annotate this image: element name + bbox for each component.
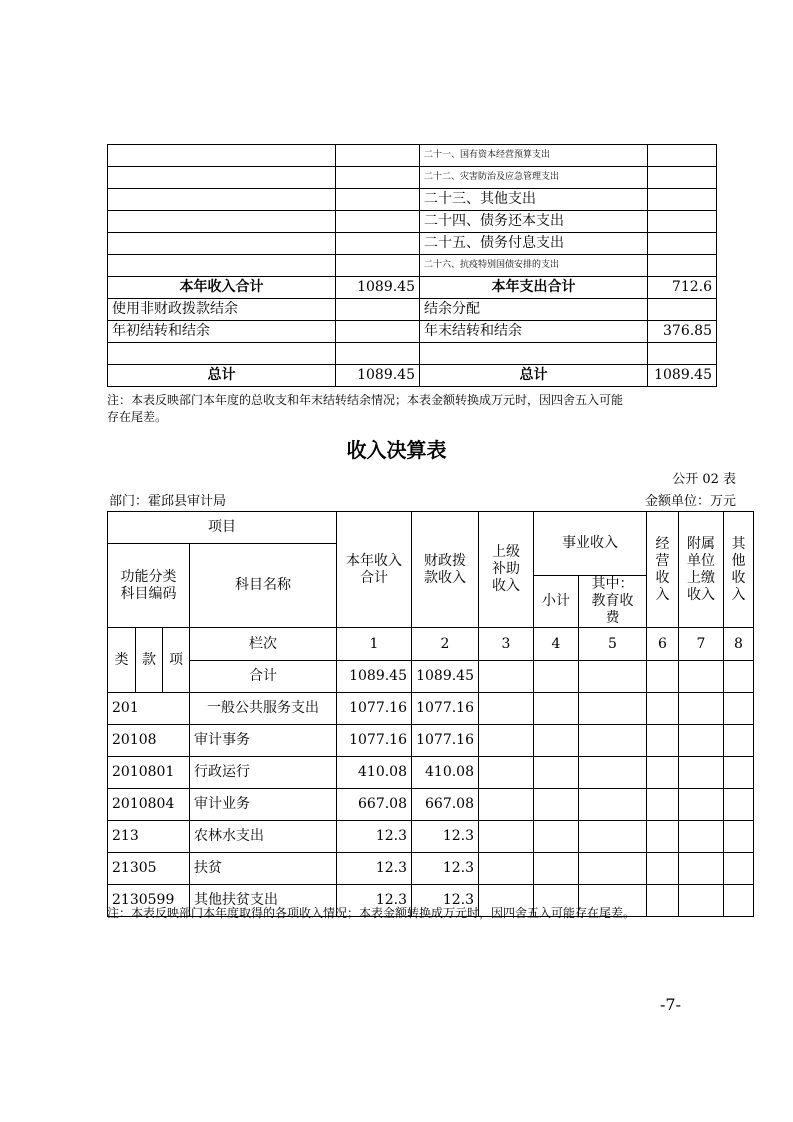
page-number: -7- xyxy=(660,995,681,1014)
row-right-value xyxy=(648,211,717,233)
row-subject-name: 扶贫 xyxy=(190,853,337,885)
header-affiliated: 附属单位上缴收入 xyxy=(679,512,724,628)
summary-note-line1: 注：本表反映部门本年度的总收支和年末结转结余情况；本表金额转换成万元时，因四舍五入可能 xyxy=(107,393,624,407)
empty-cell xyxy=(647,821,679,853)
row-fiscal: 1077.16 xyxy=(412,725,479,757)
empty-cell xyxy=(579,725,647,757)
empty-cell xyxy=(648,299,717,321)
table-row xyxy=(108,299,717,321)
header-xiang: 项 xyxy=(163,628,190,693)
row-subject-name: 审计业务 xyxy=(190,789,337,821)
row-right-label: 二十五、债务付息支出 xyxy=(420,233,648,255)
row-right-label: 二十六、抗疫特别国债安排的支出 xyxy=(420,255,648,277)
row-code: 2010801 xyxy=(108,757,190,789)
row-left-value xyxy=(336,167,420,189)
header-other: 其他收入 xyxy=(724,512,754,628)
empty-cell xyxy=(579,821,647,853)
row-fiscal: 1077.16 xyxy=(412,693,479,725)
row-left-label xyxy=(108,145,336,167)
table-row xyxy=(108,167,717,189)
empty-cell xyxy=(534,821,579,853)
header-sum-fiscal: 1089.45 xyxy=(412,661,479,693)
empty-cell xyxy=(420,343,648,365)
header-func-code: 功能分类科目编码 xyxy=(108,544,190,628)
col-num-3: 3 xyxy=(479,628,534,661)
empty-cell xyxy=(724,821,754,853)
empty-cell xyxy=(336,299,420,321)
row-left-label xyxy=(108,189,336,211)
row-left-label xyxy=(108,233,336,255)
table-row xyxy=(108,789,754,821)
empty-cell xyxy=(679,853,724,885)
grand-total-right-label: 总计 xyxy=(420,365,648,387)
row-total: 12.3 xyxy=(337,853,412,885)
empty-cell xyxy=(579,693,647,725)
header-sum-total: 1089.45 xyxy=(337,661,412,693)
row-subject-name: 审计事务 xyxy=(190,725,337,757)
row-right-value xyxy=(648,145,717,167)
table-row xyxy=(108,853,754,885)
empty-cell xyxy=(579,757,647,789)
row-left-value xyxy=(336,233,420,255)
row-right-label: 二十一、国有资本经营预算支出 xyxy=(420,145,648,167)
row-right-label: 二十二、灾害防治及应急管理支出 xyxy=(420,167,648,189)
grand-total-label: 总计 xyxy=(108,365,336,387)
empty-cell xyxy=(648,343,717,365)
empty-cell xyxy=(108,343,336,365)
row-total: 12.3 xyxy=(337,885,412,917)
summary-note-line2: 存在尾差。 xyxy=(107,410,168,424)
row-fiscal: 12.3 xyxy=(412,853,479,885)
empty-cell xyxy=(534,693,579,725)
row-left-label xyxy=(108,211,336,233)
row-code: 2010804 xyxy=(108,789,190,821)
row-right-value xyxy=(648,189,717,211)
empty-cell xyxy=(647,725,679,757)
empty-cell xyxy=(534,757,579,789)
row-total: 1077.16 xyxy=(337,693,412,725)
end-balance-value: 376.85 xyxy=(648,321,717,343)
empty-cell xyxy=(534,853,579,885)
col-num-2: 2 xyxy=(412,628,479,661)
income-table xyxy=(107,511,754,917)
table-row xyxy=(108,757,754,789)
summary-note xyxy=(107,392,747,426)
empty-cell xyxy=(579,853,647,885)
row-left-label xyxy=(108,255,336,277)
table-row xyxy=(108,365,717,387)
empty-cell xyxy=(534,725,579,757)
empty-cell xyxy=(724,789,754,821)
header-subject-name: 科目名称 xyxy=(190,544,337,628)
table-row xyxy=(108,821,754,853)
header-sum-label: 合计 xyxy=(190,661,337,693)
grand-total-left: 1089.45 xyxy=(336,365,420,387)
income-total-label: 本年收入合计 xyxy=(108,277,336,299)
row-code: 213 xyxy=(108,821,190,853)
row-left-value xyxy=(336,145,420,167)
empty-cell xyxy=(647,789,679,821)
department-label: 部门：霍邱县审计局 xyxy=(109,494,227,509)
form-number: 公开 02 表 xyxy=(672,472,736,487)
row-subject-name: 农林水支出 xyxy=(190,821,337,853)
col-num-8: 8 xyxy=(724,628,754,661)
row-total: 667.08 xyxy=(337,789,412,821)
empty-cell xyxy=(647,853,679,885)
header-lei: 类 xyxy=(108,628,136,693)
row-total: 410.08 xyxy=(337,757,412,789)
expense-total-value: 712.6 xyxy=(648,277,717,299)
empty-cell xyxy=(724,853,754,885)
row-fiscal: 12.3 xyxy=(412,885,479,917)
income-table-title: 收入决算表 xyxy=(346,438,447,462)
col-num-1: 1 xyxy=(337,628,412,661)
table-row xyxy=(108,321,717,343)
header-total-income: 本年收入合计 xyxy=(337,512,412,628)
table-row xyxy=(108,211,717,233)
expense-total-label: 本年支出合计 xyxy=(420,277,648,299)
table-row xyxy=(108,233,717,255)
row-fiscal: 12.3 xyxy=(412,821,479,853)
empty-cell xyxy=(679,725,724,757)
header-item: 项目 xyxy=(108,512,337,544)
header-business: 经营收入 xyxy=(647,512,679,628)
row-right-value xyxy=(648,167,717,189)
table-row xyxy=(108,343,717,365)
summary-table-body xyxy=(108,145,717,387)
empty-cell xyxy=(724,725,754,757)
row-subject-name: 行政运行 xyxy=(190,757,337,789)
header-fiscal: 财政拨款收入 xyxy=(412,512,479,628)
row-code: 20108 xyxy=(108,725,190,757)
table-row xyxy=(108,693,754,725)
summary-table xyxy=(107,144,717,387)
header-column-no: 栏次 xyxy=(190,628,337,661)
row-code: 201 xyxy=(108,693,190,725)
income-total-value: 1089.45 xyxy=(336,277,420,299)
header-edu: 其中：教育收费 xyxy=(579,576,647,628)
row-right-value xyxy=(648,255,717,277)
row-subject-name: 一般公共服务支出 xyxy=(190,693,337,725)
empty-cell xyxy=(724,693,754,725)
empty-cell xyxy=(647,693,679,725)
col-num-6: 6 xyxy=(647,628,679,661)
row-fiscal: 410.08 xyxy=(412,757,479,789)
row-total: 1077.16 xyxy=(337,725,412,757)
empty-cell xyxy=(679,757,724,789)
row-left-value xyxy=(336,211,420,233)
empty-cell xyxy=(647,757,679,789)
begin-balance-label: 年初结转和结余 xyxy=(108,321,336,343)
row-right-label: 二十四、债务还本支出 xyxy=(420,211,648,233)
table-row xyxy=(108,277,717,299)
table-row xyxy=(108,189,717,211)
row-total: 12.3 xyxy=(337,821,412,853)
row-left-value xyxy=(336,189,420,211)
nonfiscal-label: 使用非财政拨款结余 xyxy=(108,299,336,321)
empty-cell xyxy=(534,789,579,821)
empty-cell xyxy=(336,343,420,365)
row-fiscal: 667.08 xyxy=(412,789,479,821)
empty-cell xyxy=(479,853,534,885)
header-superior: 上级补助收入 xyxy=(479,512,534,628)
header-career: 事业收入 xyxy=(534,512,647,576)
grand-total-right: 1089.45 xyxy=(648,365,717,387)
col-num-4: 4 xyxy=(534,628,579,661)
col-num-5: 5 xyxy=(579,628,647,661)
empty-cell xyxy=(579,789,647,821)
empty-cell xyxy=(479,821,534,853)
row-code: 21305 xyxy=(108,853,190,885)
end-balance-label: 年末结转和结余 xyxy=(420,321,648,343)
header-subtotal: 小计 xyxy=(534,576,579,628)
empty-cell xyxy=(479,757,534,789)
empty-cell xyxy=(679,821,724,853)
empty-cell xyxy=(679,693,724,725)
table-row xyxy=(108,255,717,277)
empty-cell xyxy=(336,321,420,343)
income-table-header xyxy=(108,512,754,693)
empty-cell xyxy=(479,789,534,821)
surplus-dist-label: 结余分配 xyxy=(420,299,648,321)
empty-cell xyxy=(724,757,754,789)
table-row xyxy=(108,725,754,757)
amount-unit-label: 金额单位：万元 xyxy=(644,494,736,509)
row-right-label: 二十三、其他支出 xyxy=(420,189,648,211)
empty-cell xyxy=(479,693,534,725)
header-kuan: 款 xyxy=(136,628,163,693)
empty-cell xyxy=(479,725,534,757)
empty-cell xyxy=(679,789,724,821)
row-left-value xyxy=(336,255,420,277)
col-num-7: 7 xyxy=(679,628,724,661)
row-code: 2130599 xyxy=(108,885,190,917)
row-left-label xyxy=(108,167,336,189)
income-note: 注：本表反映部门本年度取得的各项收入情况；本表金额转换成万元时，因四舍五入可能存在尾差。 xyxy=(107,906,636,920)
income-table-body xyxy=(108,693,754,917)
row-subject-name: 其他扶贫支出 xyxy=(190,885,337,917)
table-row xyxy=(108,145,717,167)
row-right-value xyxy=(648,233,717,255)
